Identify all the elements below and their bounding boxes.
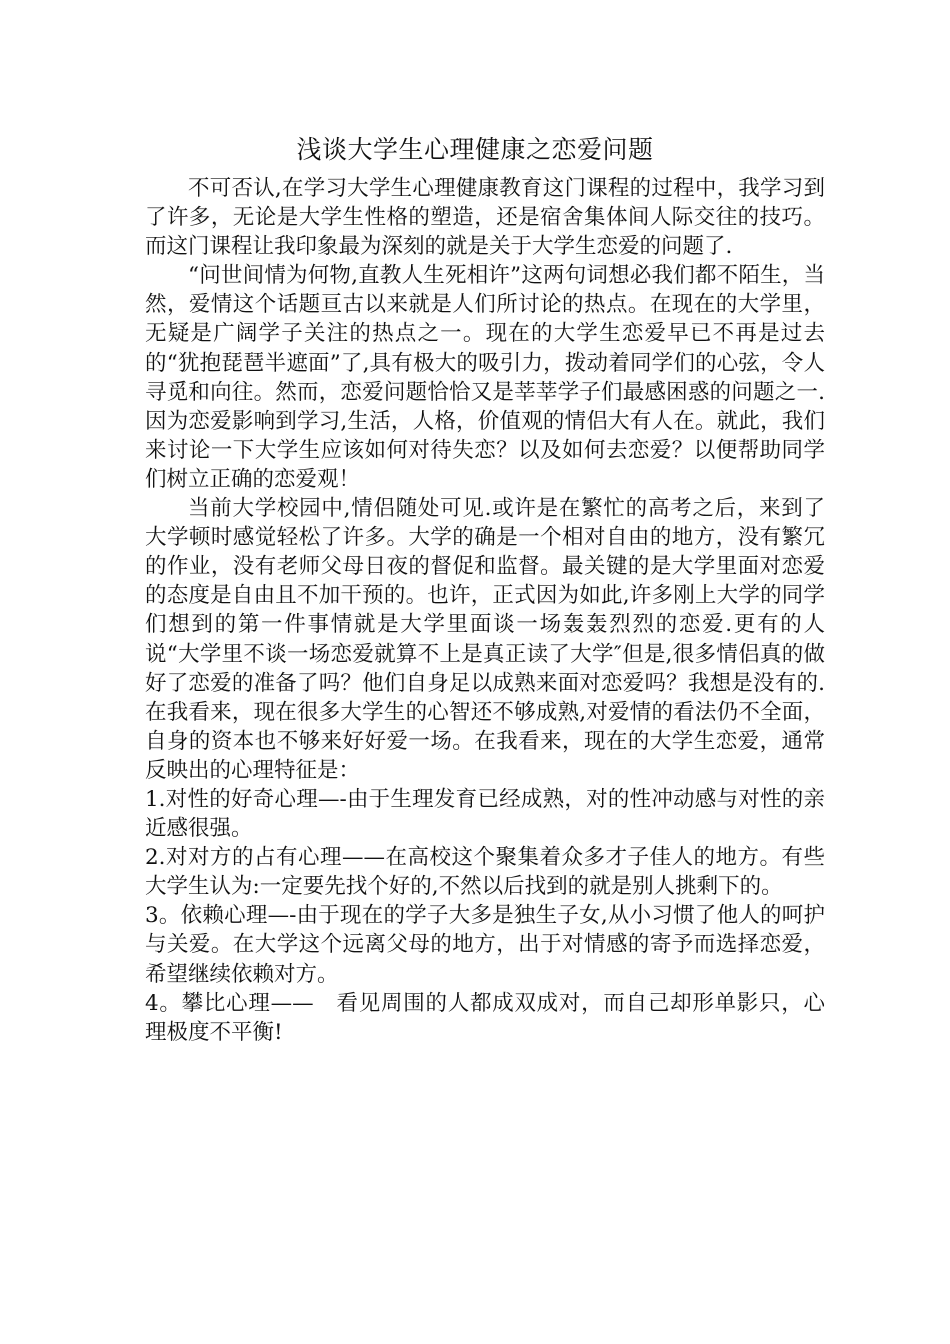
document-title: 浅谈大学生心理健康之恋爱问题 [296, 135, 654, 164]
paragraph-intro: 不可否认,在学习大学生心理健康教育这门课程的过程中，我学习到了许多，无论是大学生性格的塑造，还是宿舍集体间人际交往的技巧。而这门课程让我印象最为深刻的就是关于大学生恋爱的问题了. [145, 176, 825, 260]
list-item-possession: 2.对对方的占有心理——在高校这个聚集着众多才子佳人的地方。有些大学生认为:一定要先找个好的,不然以后找到的就是别人挑剩下的。 [145, 845, 825, 900]
paragraph-love-topic: “问世间情为何物,直教人生死相许”这两句词想必我们都不陌生，当然，爱情这个话题亘古以来就是人们所讨论的热点。在现在的大学里，无疑是广阔学子关注的热点之一。现在的大学生恋爱早已不再是过去的“犹抱琵琶半遮面”了,具有极大的吸引力，拨动着同学们的心弦，令人寻觅和向往。然而，恋爱问题恰恰又是莘莘学子们最感困惑的问题之一.因为恋爱影响到学习,生活，人格，价值观的情侣大有人在。就此，我们来讨论一下大学生应该如何对待失恋？以及如何去恋爱？以便帮助同学们树立正确的恋爱观！ [145, 263, 825, 492]
paragraph-campus-couples: 当前大学校园中,情侣随处可见.或许是在繁忙的高考之后，来到了大学顿时感觉轻松了许多。大学的确是一个相对自由的地方，没有繁冗的作业，没有老师父母日夜的督促和监督。最关键的是大学里面对恋爱的态度是自由且不加干预的。也许，正式因为如此,许多刚上大学的同学们想到的第一件事情就是大学里面谈一场轰轰烈烈的恋爱.更有的人说“大学里不谈一场恋爱就算不上是真正读了大学″但是,很多情侣真的做好了恋爱的准备了吗？他们自身足以成熟来面对恋爱吗？我想是没有的.在我看来，现在很多大学生的心智还不够成熟,对爱情的看法仍不全面，自身的资本也不够来好好爱一场。在我看来，现在的大学生恋爱，通常反映出的心理特征是： [145, 496, 825, 783]
list-item-comparison: 4。攀比心理—— 看见周围的人都成双成对，而自己却形单影只，心理极度不平衡! [145, 990, 825, 1045]
list-item-dependence: 3。依赖心理—-由于现在的学子大多是独生子女,从小习惯了他人的呵护与关爱。在大学这个远离父母的地方，出于对情感的寄予而选择恋爱，希望继续依赖对方。 [145, 903, 825, 987]
list-item-curiosity: 1.对性的好奇心理—-由于生理发育已经成熟，对的性冲动感与对性的亲近感很强。 [145, 786, 825, 842]
document-body [145, 174, 825, 1047]
